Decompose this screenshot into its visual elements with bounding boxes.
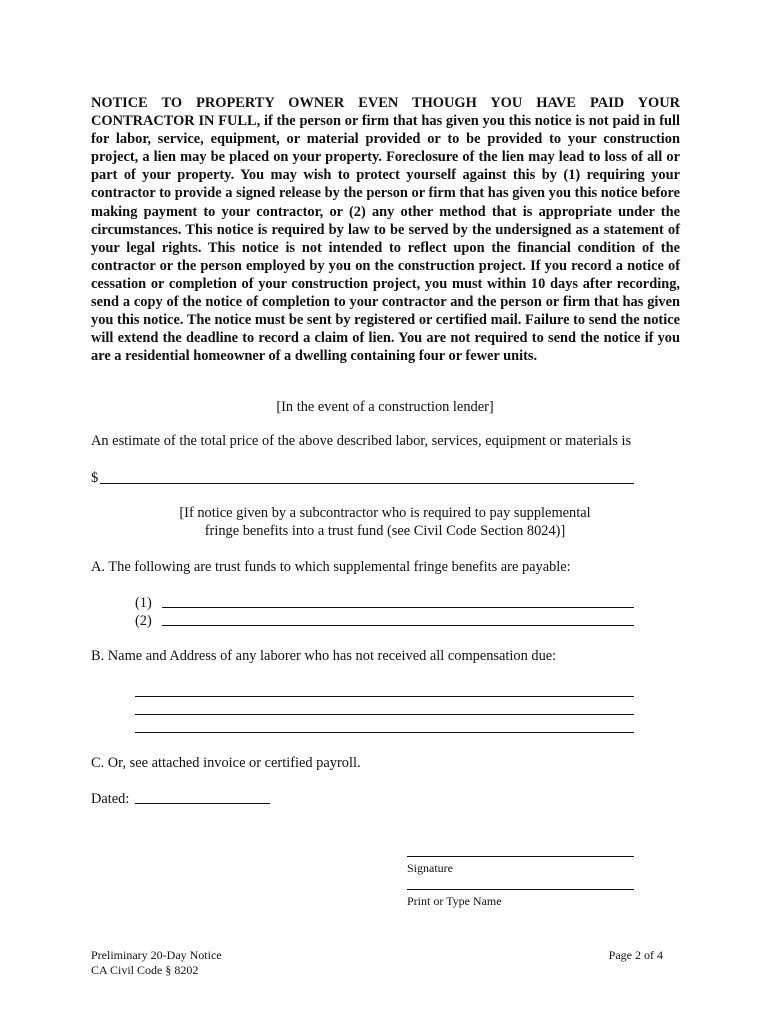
subcontractor-heading	[0, 504, 770, 540]
lender-heading: [In the event of a construction lender]	[276, 399, 494, 415]
page-number: Page 2 of 4	[608, 948, 663, 962]
signature-label: Signature	[407, 861, 453, 875]
footer-form-name: Preliminary 20-Day Notice	[91, 948, 222, 962]
footer-civil-code: CA Civil Code § 8202	[91, 963, 199, 977]
trust-fund-line-1[interactable]	[162, 607, 634, 608]
estimate-amount-line[interactable]	[100, 483, 634, 484]
section-a-text: A. The following are trust funds to which supplemental fringe benefits are payable:	[91, 559, 571, 575]
subcontractor-heading-line2: fringe benefits into a trust fund (see Civil Code Section 8024)]	[204, 523, 566, 539]
laborer-line-1[interactable]	[135, 696, 634, 697]
trust-fund-label-2: (2)	[135, 613, 152, 629]
print-name-label: Print or Type Name	[407, 894, 502, 908]
section-b-text: B. Name and Address of any laborer who has not received all compensation due:	[91, 648, 557, 664]
notice-paragraph: NOTICE TO PROPERTY OWNER EVEN THOUGH YOU HAVE PAID YOUR CONTRACTOR IN FULL, if the person or firm that has given you this notice is not paid in full for labor, service, equipment, or material provided or to be provided to your construction project, a lien may be placed on your property. Foreclosure of the lien may lead to loss of all or part of your property. You may wish to protect yourself against this by (1) requiring your contractor to provide a signed release by the person or firm that has given you this notice before making payment to your contractor, or (2) any other method that is appropriate under the circumstances. This notice is required by law to be served by the undersigned as a statement of your legal rights. This notice is not intended to reflect upon the financial condition of the contractor or the person employed by you on the construction project. If you record a notice of cessation or completion of your construction project, you must within 10 days after recording, send a copy of the notice of completion to your contractor and the person or firm that has given you this notice. The notice must be sent by registered or certified mail. Failure to send the notice will extend the deadline to record a claim of lien. You are not required to send the notice if you are a residential homeowner of a dwelling containing four or fewer units.	[91, 95, 680, 365]
laborer-line-2[interactable]	[135, 714, 634, 715]
trust-fund-label-1: (1)	[135, 595, 152, 611]
trust-fund-line-2[interactable]	[162, 625, 634, 626]
dated-label: Dated:	[91, 791, 130, 807]
dollar-sign: $	[91, 470, 99, 486]
dated-line[interactable]	[135, 803, 270, 804]
print-name-line[interactable]	[407, 889, 634, 890]
estimate-text: An estimate of the total price of the above described labor, services, equipment or materials is	[91, 433, 632, 449]
footer-left	[91, 948, 222, 977]
subcontractor-heading-line1: [If notice given by a subcontractor who is required to pay supplemental	[179, 505, 591, 521]
signature-line[interactable]	[407, 856, 634, 857]
laborer-line-3[interactable]	[135, 732, 634, 733]
section-c-text: C. Or, see attached invoice or certified payroll.	[91, 755, 361, 771]
